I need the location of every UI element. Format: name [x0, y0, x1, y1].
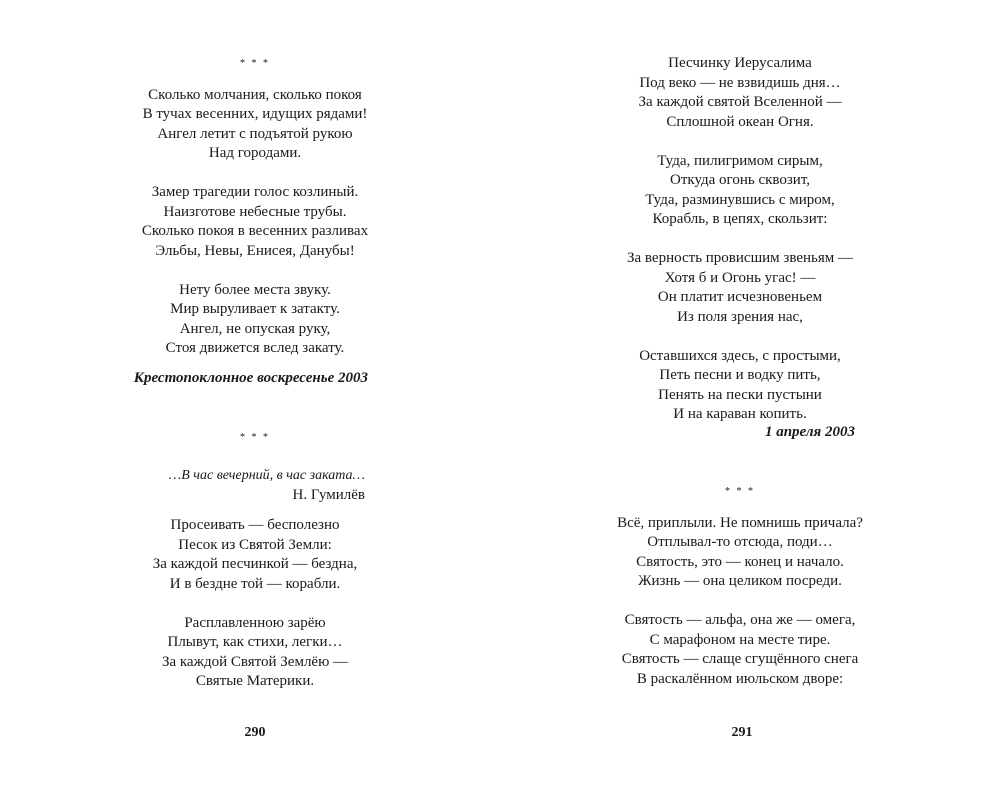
poem-line: Мир выруливает к затакту.	[170, 301, 340, 317]
poem-line: Наизготове небесные трубы.	[163, 203, 347, 220]
poem-line: Он платит исчезновеньем	[657, 289, 823, 305]
poem-stanza	[590, 54, 890, 132]
poem-date: 1 апреля 2003	[764, 423, 855, 440]
right-page	[590, 54, 890, 689]
poem-line: Отплывал-то отсюда, поди…	[647, 534, 833, 550]
poem-stanza	[590, 347, 890, 425]
poem-line: Всё, приплыли. Не помнишь причала?	[617, 514, 863, 531]
poem-line: Пенять на пески пустыни	[658, 386, 822, 403]
poem-line: Корабль, в цепях, скользит:	[652, 211, 828, 227]
poem-line: Жизнь — она целиком посреди.	[638, 573, 842, 589]
poem-stanza	[105, 281, 405, 359]
poem-line: Эльбы, Невы, Енисея, Данубы!	[155, 242, 355, 259]
poem-line: Откуда огонь сквозит,	[669, 172, 810, 188]
poem-line: Ангел летит с подъятой рукою	[157, 125, 353, 142]
section-divider: * * *	[240, 58, 270, 69]
page-number-right: 291	[731, 725, 753, 740]
poem-line: Туда, разминувшись с миром,	[645, 191, 835, 208]
poem-line: Оставшихся здесь, с простыми,	[639, 347, 841, 364]
poem-line: В раскалённом июльском дворе:	[636, 670, 844, 687]
poem-line: Сколько молчания, сколько покоя	[148, 86, 362, 103]
poem-line: Нету более места звуку.	[179, 281, 331, 298]
poem-line: Туда, пилигримом сирым,	[657, 152, 823, 169]
page-number-left: 290	[244, 725, 266, 740]
poem-line: Расплавленною зарёю	[184, 614, 326, 631]
poem-date: Крестопоклонное воскресенье 2003	[133, 369, 368, 386]
poem-stanza	[590, 514, 890, 592]
poem-line: Святость, это — конец и начало.	[636, 553, 844, 570]
poem-line: Святые Материки.	[195, 673, 315, 689]
poem-line: Сплошной океан Огня.	[666, 113, 814, 130]
poem-line: И на караван копить.	[673, 406, 807, 422]
poem-line: За каждой песчинкой — бездна,	[152, 556, 358, 572]
poem-line: Песок из Святой Земли:	[178, 536, 332, 553]
poem-line: И в бездне той — корабли.	[169, 575, 341, 592]
section-divider: * * *	[725, 486, 755, 497]
left-page	[105, 54, 405, 692]
poem-line: За верность провисшим звеньям —	[627, 250, 853, 266]
poem-line: Хотя б и Огонь угас! —	[664, 269, 816, 286]
poem-line: Плывут, как стихи, легки…	[167, 634, 343, 650]
poem-stanza	[105, 516, 405, 594]
section-divider: * * *	[240, 432, 270, 443]
poem-line: С марафоном на месте тире.	[649, 631, 831, 648]
poem-stanza	[590, 611, 890, 689]
poem-line: Петь песни и водку пить,	[659, 367, 821, 383]
poem-line: Ангел, не опуская руку,	[179, 320, 331, 337]
poem-line: Песчинку Иерусалима	[668, 55, 812, 71]
poem-stanza	[105, 86, 405, 164]
poem-line: Над городами.	[208, 145, 302, 161]
poem-line: Святость — альфа, она же — омега,	[624, 612, 856, 628]
poem-line: Под веко — не взвидишь дня…	[639, 74, 841, 91]
poem-stanza	[590, 249, 890, 327]
poem-line: Из поля зрения нас,	[677, 308, 803, 325]
poem-stanza	[105, 614, 405, 692]
poem-line: Сколько покоя в весенних разливах	[141, 223, 369, 239]
poem-line: За каждой святой Вселенной —	[638, 94, 842, 110]
epigraph-author: Н. Гумилёв	[292, 486, 365, 503]
poem-line: Святость — слаще сгущённого снега	[621, 651, 859, 667]
poem-stanza	[590, 152, 890, 230]
poem-line: За каждой Святой Землёю —	[161, 653, 349, 670]
poem-stanza	[105, 183, 405, 261]
epigraph: …В час вечерний, в час заката…	[168, 467, 365, 483]
poem-line: В тучах весенних, идущих рядами!	[142, 106, 368, 122]
poem-line: Стоя движется вслед закату.	[165, 340, 345, 356]
poem-line: Замер трагедии голос козлиный.	[151, 184, 359, 200]
poem-line: Просеивать — бесполезно	[170, 517, 340, 533]
